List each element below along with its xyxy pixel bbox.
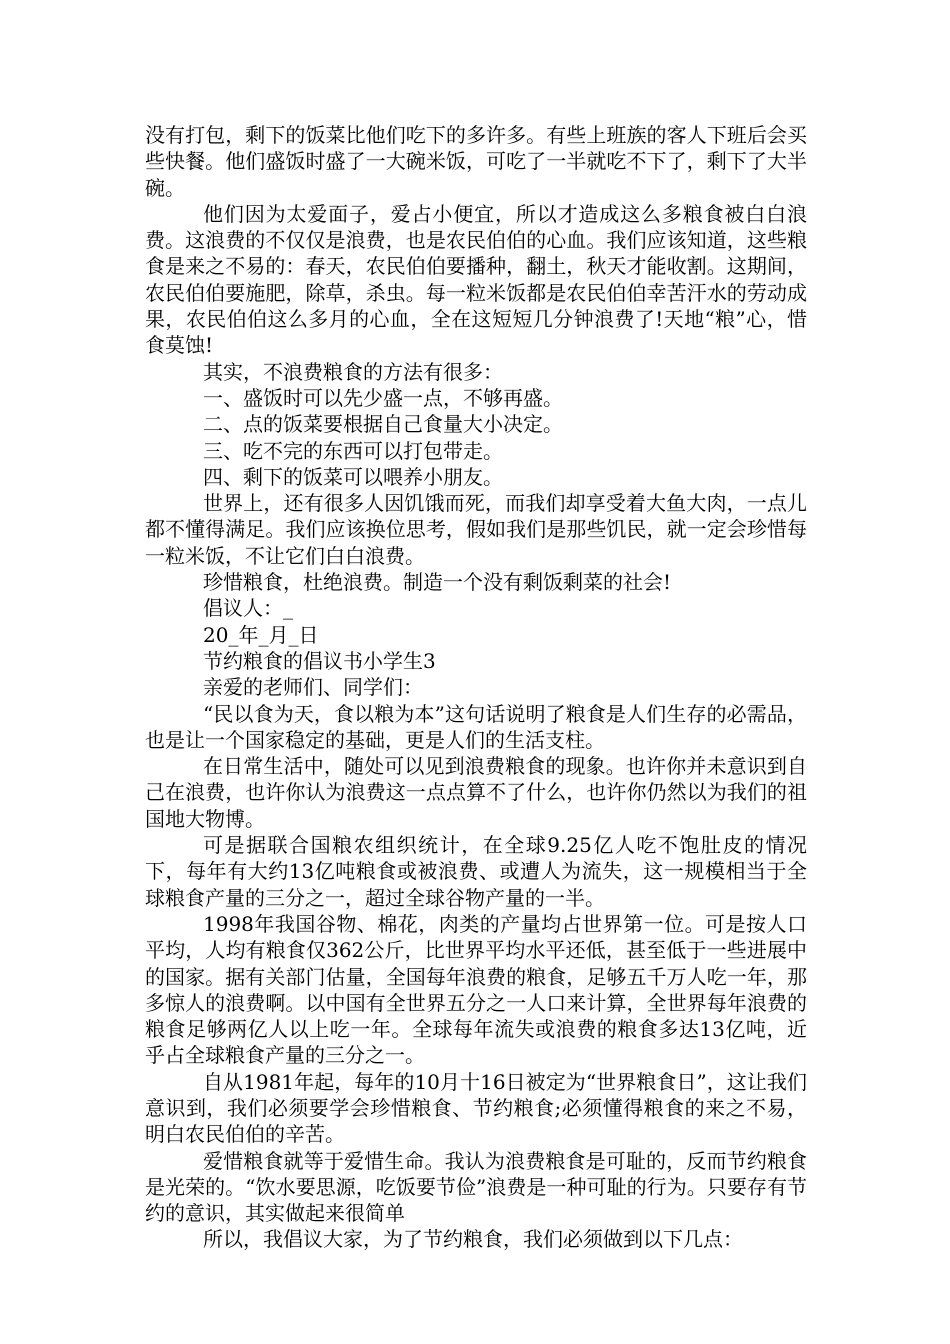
paragraph-1: 没有打包，剩下的饭菜比他们吃下的多许多。有些上班族的客人下班后会买些快餐。他们盛饭时盛了一大碗米饭，可吃了一半就吃不下了，剩下了大半碗。 [145,123,807,200]
document-page [145,122,807,1253]
list-item-3: 三、吃不完的东西可以打包带走。 [203,438,503,463]
salutation: 亲爱的老师们、同学们： [203,675,423,700]
paragraph-4: 世界上，还有很多人因饥饿而死，而我们却享受着大鱼大肉，一点儿都不懂得满足。我们应该换位思考，假如我们是那些饥民，就一定会珍惜每一粒米饭，不让它们白白浪费。 [145,491,807,568]
paragraph-8: 可是据联合国粮农组织统计，在全球9.25亿人吃不饱肚皮的情况下，每年有大约13亿吨粮食或被浪费、或遭人为流失，这一规模相当于全球粮食产量的三分之一，超过全球谷物产量的一半。 [145,833,807,910]
paragraph-5: 珍惜粮食，杜绝浪费。制造一个没有剩饭剩菜的社会! [203,570,672,595]
paragraph-3: 其实，不浪费粮食的方法有很多： [203,359,503,384]
list-item-1: 一、盛饭时可以先少盛一点，不够再盛。 [203,385,563,410]
paragraph-7: 在日常生活中，随处可以见到浪费粮食的现象。也许你并未意识到自己在浪费，也许你认为浪费这一点点算不了什么，也许你仍然以为我们的祖国地大物博。 [145,754,807,831]
date-line: 20_年_月_日 [203,622,319,647]
paragraph-12: 所以，我倡议大家，为了节约粮食，我们必须做到以下几点： [203,1227,743,1252]
paragraph-2: 他们因为太爱面子，爱占小便宜，所以才造成这么多粮食被白白浪费。这浪费的不仅仅是浪费，也是农民伯伯的心血。我们应该知道，这些粮食是来之不易的：春天，农民伯伯要播种，翻土，秋天才能收割。这期间，农民伯伯要施肥，除草，杀虫。每一粒米饭都是农民伯伯幸苦汗水的劳动成果，农民伯伯这么多月的心血，全在这短短几分钟浪费了!天地“粮”心，惜食莫蚀! [145,201,807,358]
paragraph-11: 爱惜粮食就等于爱惜生命。我认为浪费粮食是可耻的，反而节约粮食是光荣的。“饮水要思源，吃饭要节俭”浪费是一种可耻的行为。只要存有节约的意识，其实做起来很简单 [145,1148,807,1226]
list-item-4: 四、剩下的饭菜可以喂养小朋友。 [203,464,503,489]
paragraph-10: 自从1981年起，每年的10月十16日被定为“世界粮食日”，这让我们意识到，我们必须要学会珍惜粮食、节约粮食;必须懂得粮食的来之不易，明白农民伯伯的辛苦。 [145,1069,807,1147]
section-title: 节约粮食的倡议书小学生3 [203,648,436,673]
list-item-2: 二、点的饭菜要根据自己食量大小决定。 [203,412,563,437]
signature-line: 倡议人：_ [203,596,293,621]
paragraph-6: “民以食为天，食以粮为本”这句话说明了粮食是人们生存的必需品，也是让一个国家稳定的基础，更是人们的生活支柱。 [145,701,807,752]
paragraph-9: 1998年我国谷物、棉花，肉类的产量均占世界第一位。可是按人口平均，人均有粮食仅362公斤，比世界平均水平还低，甚至低于一些进展中的国家。据有关部门估量，全国每年浪费的粮食，足够五千万人吃一年，那多惊人的浪费啊。以中国有全世界五分之一人口来计算，全世界每年浪费的粮食足够两亿人以上吃一年。全球每年流失或浪费的粮食多达13亿吨，近乎占全球粮食产量的三分之一。 [145,911,807,1068]
